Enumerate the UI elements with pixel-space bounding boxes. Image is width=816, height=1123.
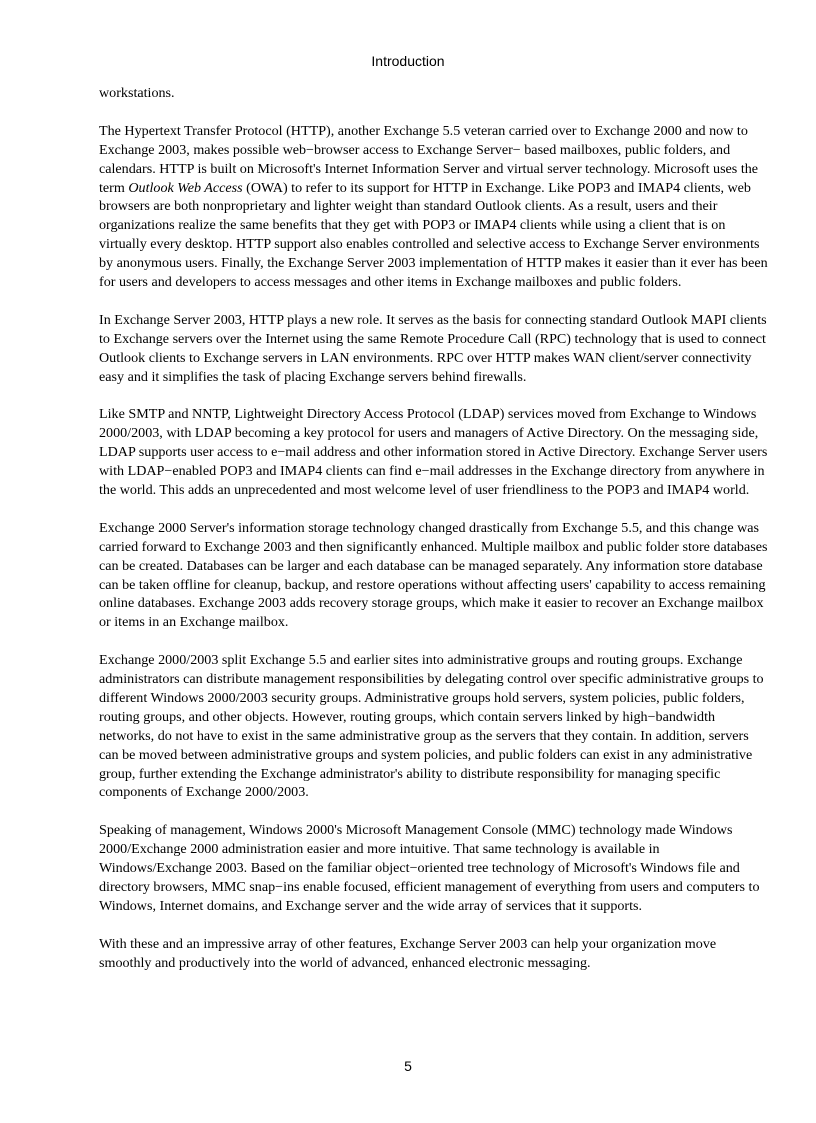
paragraph-mmc-management: Speaking of management, Windows 2000's Microsoft Management Console (MMC) technology made Windows 2000/Exchange 2000 administration easier and more intuitive. That same technology is available in Windows/Exchange 2003. Based on the familiar object−oriented tree technology of Microsoft's Windows file and directory browsers, MMC snap−ins enable focused, efficient management of everything from users and computers to Windows, Internet domains, and Exchange server and the wide array of services that it supports. (99, 822, 760, 914)
paragraph-http (99, 122, 771, 292)
document-body (99, 84, 771, 991)
running-header: Introduction (371, 53, 445, 69)
paragraph-workstations: workstations. (99, 85, 175, 101)
paragraph-http-text-1: The Hypertext Transfer Protocol (HTTP), another Exchange 5.5 veteran carried over to Exchange 2000 and now to Exchange 2003, makes possible web−browser access to Exchange Server− based mailboxes, public folders, and calendars. HTTP is built on Microsoft's Internet Information Server and virtual server technology. Microsoft uses the term (99, 122, 759, 196)
paragraph-http-text-2: (OWA) to refer to its support for HTTP in Exchange. Like POP3 and IMAP4 clients, web browsers are both nonproprietary and lighter weight than standard Outlook clients. As a result, users and their organizations realize the same benefits that they get with POP3 or IMAP4 clients while using a client that is on virtually every desktop. HTTP support also enables controlled and selective access to Exchange Server environments by anonymous users. Finally, the Exchange Server 2003 implementation of HTTP makes it easier than it ever has been for users and developers to access messages and other items in Exchange mailboxes and public folders. (99, 179, 768, 291)
page-number: 5 (404, 1058, 412, 1074)
paragraph-information-storage: Exchange 2000 Server's information storage technology changed drastically from Exchange 5.5, and this change was carried forward to Exchange 2003 and then significantly enhanced. Multiple mailbox and public folder store databases can be created. Databases can be larger and each database can be managed separately. Any information store database can be taken offline for cleanup, backup, and restore operations without affecting users' capability to access remaining online databases. Exchange 2003 adds recovery storage groups, which make it easier to recover an Exchange mailbox or items in an Exchange mailbox. (99, 519, 768, 631)
paragraph-closing: With these and an impressive array of other features, Exchange Server 2003 can help your organization move smoothly and productively into the world of advanced, enhanced electronic messaging. (99, 935, 717, 971)
paragraph-rpc-over-http: In Exchange Server 2003, HTTP plays a new role. It serves as the basis for connecting standard Outlook MAPI clients to Exchange servers over the Internet using the same Remote Procedure Call (RPC) technology that is used to connect Outlook clients to Exchange servers in LAN environments. RPC over HTTP makes WAN client/server connectivity easy and it simplifies the task of placing Exchange servers behind firewalls. (99, 311, 767, 385)
paragraph-administrative-groups: Exchange 2000/2003 split Exchange 5.5 and earlier sites into administrative groups and routing groups. Exchange administrators can distribute management responsibilities by delegating control over specific administrative groups to different Windows 2000/2003 security groups. Administrative groups hold servers, system policies, public folders, routing groups, and other objects. However, routing groups, which contain servers linked by high−bandwidth networks, do not have to exist in the same administrative group as the servers that they contain. In addition, servers can be moved between administrative groups and system policies, and public folders can exist in any administrative group, further extending the Exchange administrator's ability to distribute responsibility for managing specific components of Exchange 2000/2003. (99, 652, 764, 801)
paragraph-ldap: Like SMTP and NNTP, Lightweight Directory Access Protocol (LDAP) services moved from Exchange to Windows 2000/2003, with LDAP becoming a key protocol for users and managers of Active Directory. On the messaging side, LDAP supports user access to e−mail address and other information stored in Active Directory. Exchange Server users with LDAP−enabled POP3 and IMAP4 clients can find e−mail addresses in the Exchange directory from anywhere in the world. This adds an unprecedented and most welcome level of user friendliness to the POP3 and IMAP4 world. (99, 406, 768, 498)
outlook-web-access-term: Outlook Web Access (128, 179, 243, 196)
